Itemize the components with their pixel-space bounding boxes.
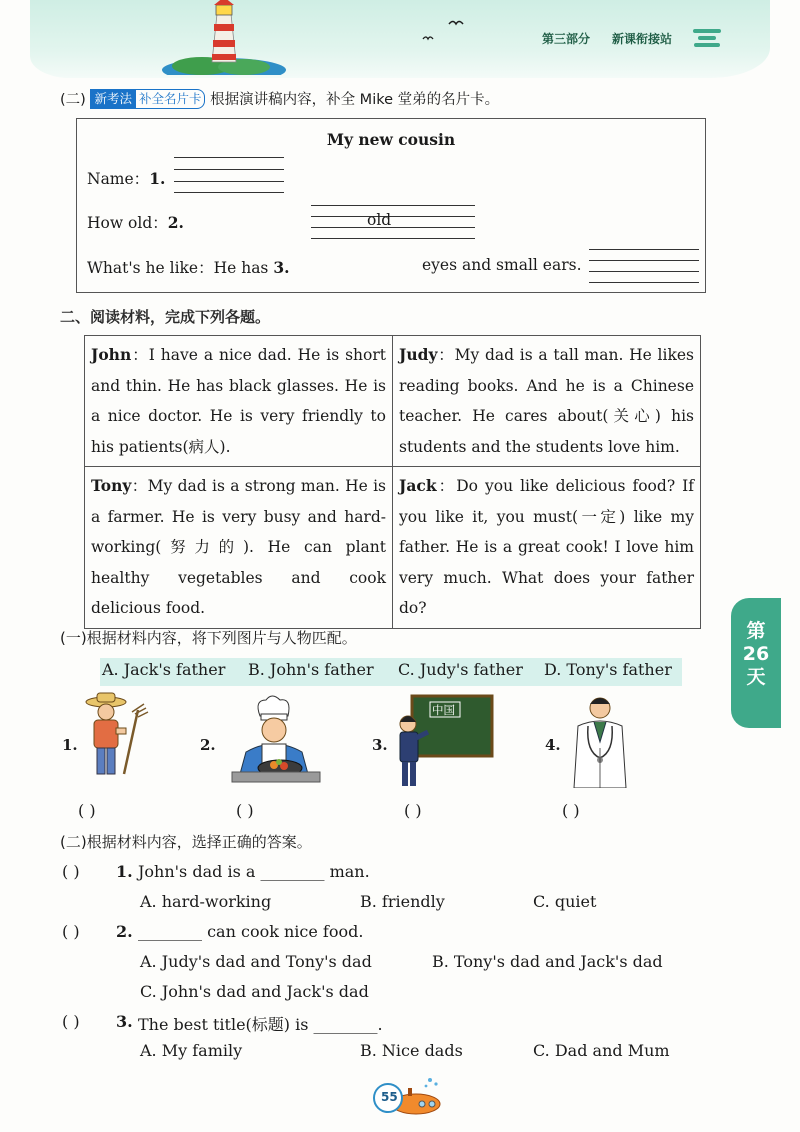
q2-option-c: C. John's dad and Jack's dad: [140, 982, 369, 1001]
top-banner: [30, 0, 770, 78]
like-suffix: eyes and small ears.: [422, 256, 582, 274]
section-prefix: (二): [60, 92, 86, 108]
option-a: A. Jack's father: [102, 660, 226, 679]
text-judy: ：My dad is a tall man. He likes reading books. And he is a Chinese teacher. He cares about(关心) his students and the students love him.: [399, 346, 694, 456]
q1-option-c: C. quiet: [533, 892, 597, 911]
header-section: 新课衔接站: [612, 32, 673, 46]
q2-number: 2.: [116, 922, 133, 941]
name-label: Name：: [87, 170, 150, 188]
side-tab-line1: 第: [746, 620, 766, 642]
option-b: B. John's father: [248, 660, 374, 679]
reading-john: [85, 336, 393, 467]
q2-option-a: A. Judy's dad and Tony's dad: [140, 952, 372, 971]
answer-paren-2[interactable]: ( ): [236, 801, 254, 820]
option-d: D. Tony's father: [544, 660, 672, 679]
like-label: What's he like：He has: [87, 259, 269, 277]
card-row-age: [87, 211, 184, 233]
speaker-jack: Jack: [399, 476, 437, 495]
logo-mark: [692, 24, 722, 48]
instruction-text: 根据演讲稿内容，补全 Mike 堂弟的名片卡。: [210, 92, 500, 108]
side-tab-line3: 天: [746, 666, 766, 688]
text-tony: ：My dad is a strong man. He is a farmer. He is very busy and hard-working(努力的). He can plant healthy vegetables and cook delicious food.: [91, 477, 386, 617]
answer-blank-1[interactable]: [174, 157, 284, 193]
q1-option-b: B. friendly: [360, 892, 445, 911]
header-part: 第三部分: [542, 32, 591, 46]
q1-number: 1.: [116, 862, 133, 881]
side-tab-line2: 26: [742, 643, 770, 665]
answer-blank-3[interactable]: [589, 249, 699, 283]
section-two-title: 二、阅读材料，完成下列各题。: [60, 308, 271, 326]
speaker-john: John: [91, 345, 132, 364]
lighthouse-illustration: [162, 0, 292, 75]
name-card: [76, 118, 706, 293]
card-row-name: [87, 167, 165, 189]
picture-number-2: 2.: [200, 736, 216, 754]
card-row-like: [87, 256, 290, 278]
farmer-illustration: [80, 690, 150, 782]
part1-title: (一)根据材料内容，将下列图片与人物匹配。: [60, 629, 357, 647]
reading-tony: [85, 467, 393, 629]
q1-option-a: A. hard-working: [140, 892, 272, 911]
new-format-tag: 新考法: [90, 89, 136, 109]
age-label: How old：: [87, 214, 168, 232]
cook-illustration: [228, 692, 324, 784]
bird-icon: [448, 18, 464, 28]
text-john: ：I have a nice dad. He is short and thin. He has black glasses. He is a nice doctor. He is very friendly to his patients(病人).: [91, 346, 386, 456]
q3-option-c: C. Dad and Mum: [533, 1041, 670, 1060]
answer-paren-4[interactable]: ( ): [562, 801, 580, 820]
text-jack: ：Do you like delicious food? If you like it, you must(一定) like my father. He is a great cook! I love him very much. What does your father do?: [399, 477, 694, 617]
q1-stem: John's dad is a ________ man.: [138, 862, 370, 881]
q2-option-b: B. Tony's dad and Jack's dad: [432, 952, 663, 971]
q1-answer-paren[interactable]: ( ): [62, 862, 80, 881]
card-title: My new cousin: [326, 130, 456, 149]
card-type-tag: 补全名片卡: [136, 89, 206, 109]
day-side-tab: [731, 598, 781, 728]
blank-number-1: 1.: [149, 169, 166, 188]
blank-number-2: 2.: [167, 213, 184, 232]
board-text: 中国: [432, 703, 455, 717]
reading-jack: [393, 467, 701, 629]
q3-number: 3.: [116, 1012, 133, 1031]
bird-icon: [422, 34, 434, 41]
card-instruction: [60, 88, 499, 109]
answer-blank-2[interactable]: [311, 205, 475, 239]
page-number: 55: [381, 1090, 398, 1104]
picture-number-3: 3.: [372, 736, 388, 754]
speaker-tony: Tony: [91, 476, 132, 495]
doctor-illustration: [566, 692, 636, 788]
q2-answer-paren[interactable]: ( ): [62, 922, 80, 941]
picture-number-4: 4.: [545, 736, 561, 754]
answer-paren-1[interactable]: ( ): [78, 801, 96, 820]
blank-number-3: 3.: [273, 258, 290, 277]
reading-table: [84, 335, 701, 629]
age-suffix: old: [367, 211, 392, 229]
speaker-judy: Judy: [399, 345, 438, 364]
q2-stem: ________ can cook nice food.: [138, 922, 364, 941]
answer-paren-3[interactable]: ( ): [404, 801, 422, 820]
picture-number-1: 1.: [62, 736, 78, 754]
match-options: [100, 658, 682, 686]
q3-answer-paren[interactable]: ( ): [62, 1012, 80, 1031]
part2-title: (二)根据材料内容，选择正确的答案。: [60, 833, 312, 851]
q3-option-b: B. Nice dads: [360, 1041, 463, 1060]
q3-stem: The best title(标题) is ________.: [138, 1015, 383, 1034]
reading-judy: [393, 336, 701, 467]
option-c: C. Judy's father: [398, 660, 523, 679]
q3-option-a: A. My family: [140, 1041, 243, 1060]
